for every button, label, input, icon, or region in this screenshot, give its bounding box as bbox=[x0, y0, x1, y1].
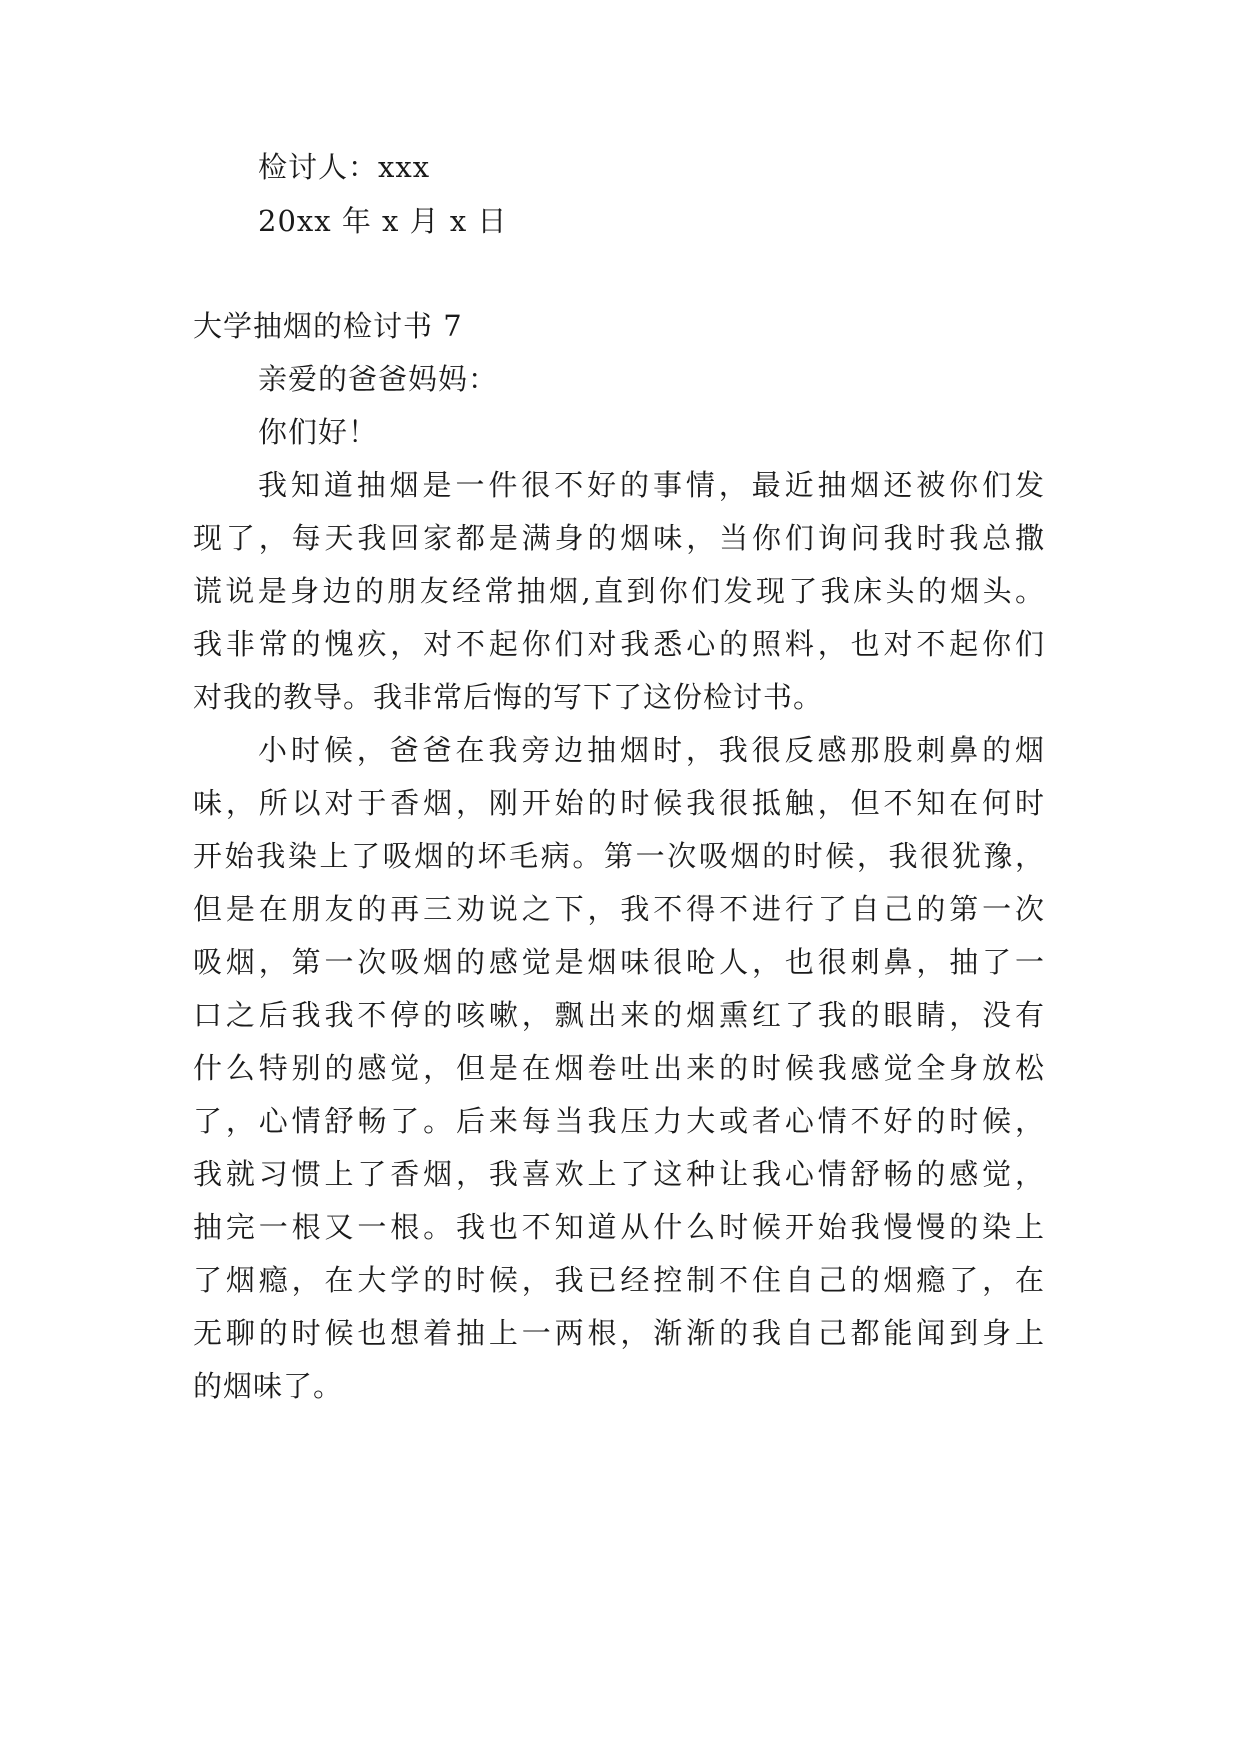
paragraph-2-line: 吸烟，第一次吸烟的感觉是烟味很呛人，也很刺鼻，抽了一 bbox=[193, 945, 1045, 979]
paragraph-2-line: 无聊的时候也想着抽上一两根，渐渐的我自己都能闻到身上 bbox=[193, 1316, 1045, 1350]
paragraph-2-line: 口之后我我不停的咳嗽，飘出来的烟熏红了我的眼睛，没有 bbox=[193, 998, 1045, 1032]
paragraph-2-line: 了，心情舒畅了。后来每当我压力大或者心情不好的时候， bbox=[193, 1104, 1045, 1138]
paragraph-1-line: 现了，每天我回家都是满身的烟味，当你们询问我时我总撒 bbox=[193, 521, 1045, 555]
paragraph-1-line: 谎说是身边的朋友经常抽烟,直到你们发现了我床头的烟头。 bbox=[193, 574, 1045, 608]
paragraph-2-line: 的烟味了。 bbox=[193, 1369, 344, 1403]
greeting: 你们好！ bbox=[258, 415, 379, 449]
paragraph-2-line: 但是在朋友的再三劝说之下，我不得不进行了自己的第一次 bbox=[193, 892, 1045, 926]
paragraph-1-line: 我知道抽烟是一件很不好的事情，最近抽烟还被你们发 bbox=[258, 468, 1045, 502]
paragraph-2-line: 开始我染上了吸烟的坏毛病。第一次吸烟的时候，我很犹豫， bbox=[193, 839, 1045, 873]
paragraph-1-line: 我非常的愧疚，对不起你们对我悉心的照料，也对不起你们 bbox=[193, 627, 1045, 661]
paragraph-2-line: 味，所以对于香烟，刚开始的时候我很抵触，但不知在何时 bbox=[193, 786, 1045, 820]
signature-date: 20xx 年 x 月 x 日 bbox=[258, 204, 508, 238]
letter-title: 大学抽烟的检讨书 7 bbox=[193, 309, 463, 343]
paragraph-2-line: 抽完一根又一根。我也不知道从什么时候开始我慢慢的染上 bbox=[193, 1210, 1045, 1244]
paragraph-2-line: 什么特别的感觉，但是在烟卷吐出来的时候我感觉全身放松 bbox=[193, 1051, 1045, 1085]
paragraph-2-line: 我就习惯上了香烟，我喜欢上了这种让我心情舒畅的感觉， bbox=[193, 1157, 1045, 1191]
paragraph-2-line: 了烟瘾，在大学的时候，我已经控制不住自己的烟瘾了，在 bbox=[193, 1263, 1045, 1297]
paragraph-1-line: 对我的教导。我非常后悔的写下了这份检讨书。 bbox=[193, 680, 824, 714]
paragraph-2-line: 小时候，爸爸在我旁边抽烟时，我很反感那股刺鼻的烟 bbox=[258, 733, 1045, 767]
reviewer-signature: 检讨人：xxx bbox=[258, 150, 431, 184]
salutation: 亲爱的爸爸妈妈： bbox=[258, 362, 499, 396]
